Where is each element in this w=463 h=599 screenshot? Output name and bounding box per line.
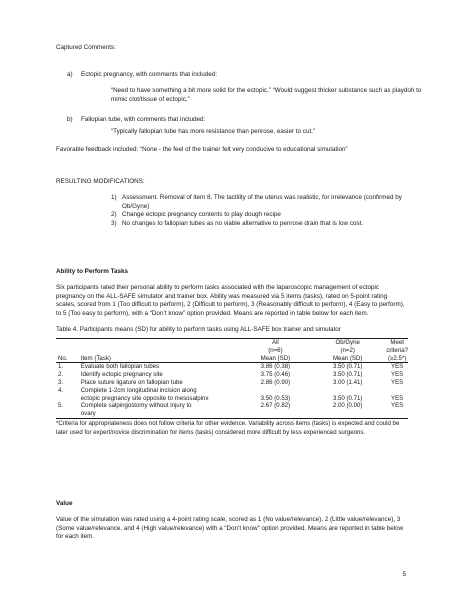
table-row: 1. Evaluate both fallopian tubes 3.86 (0.38) 3.50 (0.71) YES (58, 363, 404, 371)
table-row: 2. Identify ectopic pregnancy site 3.75 (0.46) 3.50 (0.71) YES (58, 371, 404, 379)
comment-a-quote: “Need to have something a bit more solid for the ectopic,” “Would suggest thicker substance such as playdoh to mimic clot/tissue of ectopic,” (111, 87, 422, 103)
column-header: Ob/Gyne (n=2) Mean (SD) (309, 339, 386, 363)
comment-a-text: Ectopic pregnancy, with comments that included: (81, 71, 218, 78)
table-row: 3. Place suture ligature on fallopian tube 2.86 (0.90) 3.00 (1.41) YES (58, 378, 404, 386)
section-heading-value: Value (56, 500, 73, 507)
comment-b-quote: “Typically fallopian tube has more resistance than penrose, easier to cut.” (111, 128, 316, 135)
column-header: All (n=6) Mean (SD) (242, 339, 309, 363)
comment-a (0, 71, 217, 80)
table-caption: Table 4. Participants means (SD) for ability to perform tasks using ALL-SAFE box trainer and simulator (56, 326, 341, 333)
table-footnote: *Criteria for appropriateness does not follow criteria for other evidence. Variability across items (tasks) is expected and could be later used for expert/novice discrimination for items (tasks) considered more difficult by less experienced surgeons. (56, 419, 400, 436)
modification-item: 3) No changes to fallopian tubes as no viable alternative to penrose drain that is low cost. (111, 220, 364, 228)
comment-a-label: a) (67, 71, 73, 78)
comment-b-text: Fallopian tube, with comments that included: (81, 116, 206, 123)
column-header: Meet criteria? (≥2.5*) (386, 339, 408, 362)
comment-b (0, 116, 205, 125)
section-heading-ability: Ability to Perform Tasks (56, 268, 128, 275)
table-4 (56, 338, 408, 437)
column-header: No. (56, 339, 81, 363)
column-header: Item (Task) (81, 339, 242, 363)
value-paragraph: Value of the simulation was rated using a 4-point rating scale, scored as 1 (No value/relevance), 2 (Little value/relevance), 3 (Some value/relevance, and 4 (High value/relevance) with a “Don’t know” option provided. Means are reported in table below for each item. (56, 516, 404, 541)
modification-item: 2) Change ectopic pregnancy contents to play dough recipe (111, 211, 281, 219)
resulting-modifications-heading: RESULTING MODIFICATIONS: (56, 178, 145, 185)
page-number: 5 (402, 571, 406, 578)
favorable-feedback: Favorable feedback included: “None - the feel of the trainer felt very conducive to educational simulation” (56, 146, 348, 153)
modifications-list (0, 194, 463, 229)
table-row: 5. Complete salpingostomy without injury to ovary 2.67 (0.82) 2.00 (0.00) YES (56, 402, 408, 418)
modification-item: 1) Assessment. Removal of item 8. The tactility of the uterus was realistic, for irrelevance (confirmed by Ob/Gyne) (111, 194, 402, 210)
comment-b-label: b) (67, 116, 73, 123)
table-row: 4. Complete 1-2cm longitudinal incision along ectopic pregnancy site opposite to mesosalpinx 3.50 (0.53) 3.50 (0.71) YES (58, 386, 404, 402)
captured-comments-heading: Captured Comments: (56, 44, 116, 51)
ability-paragraph: Six participants rated their personal ability to perform tasks associated with the laparoscopic management of ectopic pregnancy on the ALL-SAFE simulator and trainer box. Ability was measured via 5 items (tasks), rated on 5-point rating scales, scored from 1 (Too difficult to perform), 2 (Difficult to perform), 3 (Reasonably difficult to perform), 4 (Easy to perform), to 5 (Too easy to perform), with a “Don’t know” option provided. Means are reported in table below for each item. (56, 284, 405, 318)
